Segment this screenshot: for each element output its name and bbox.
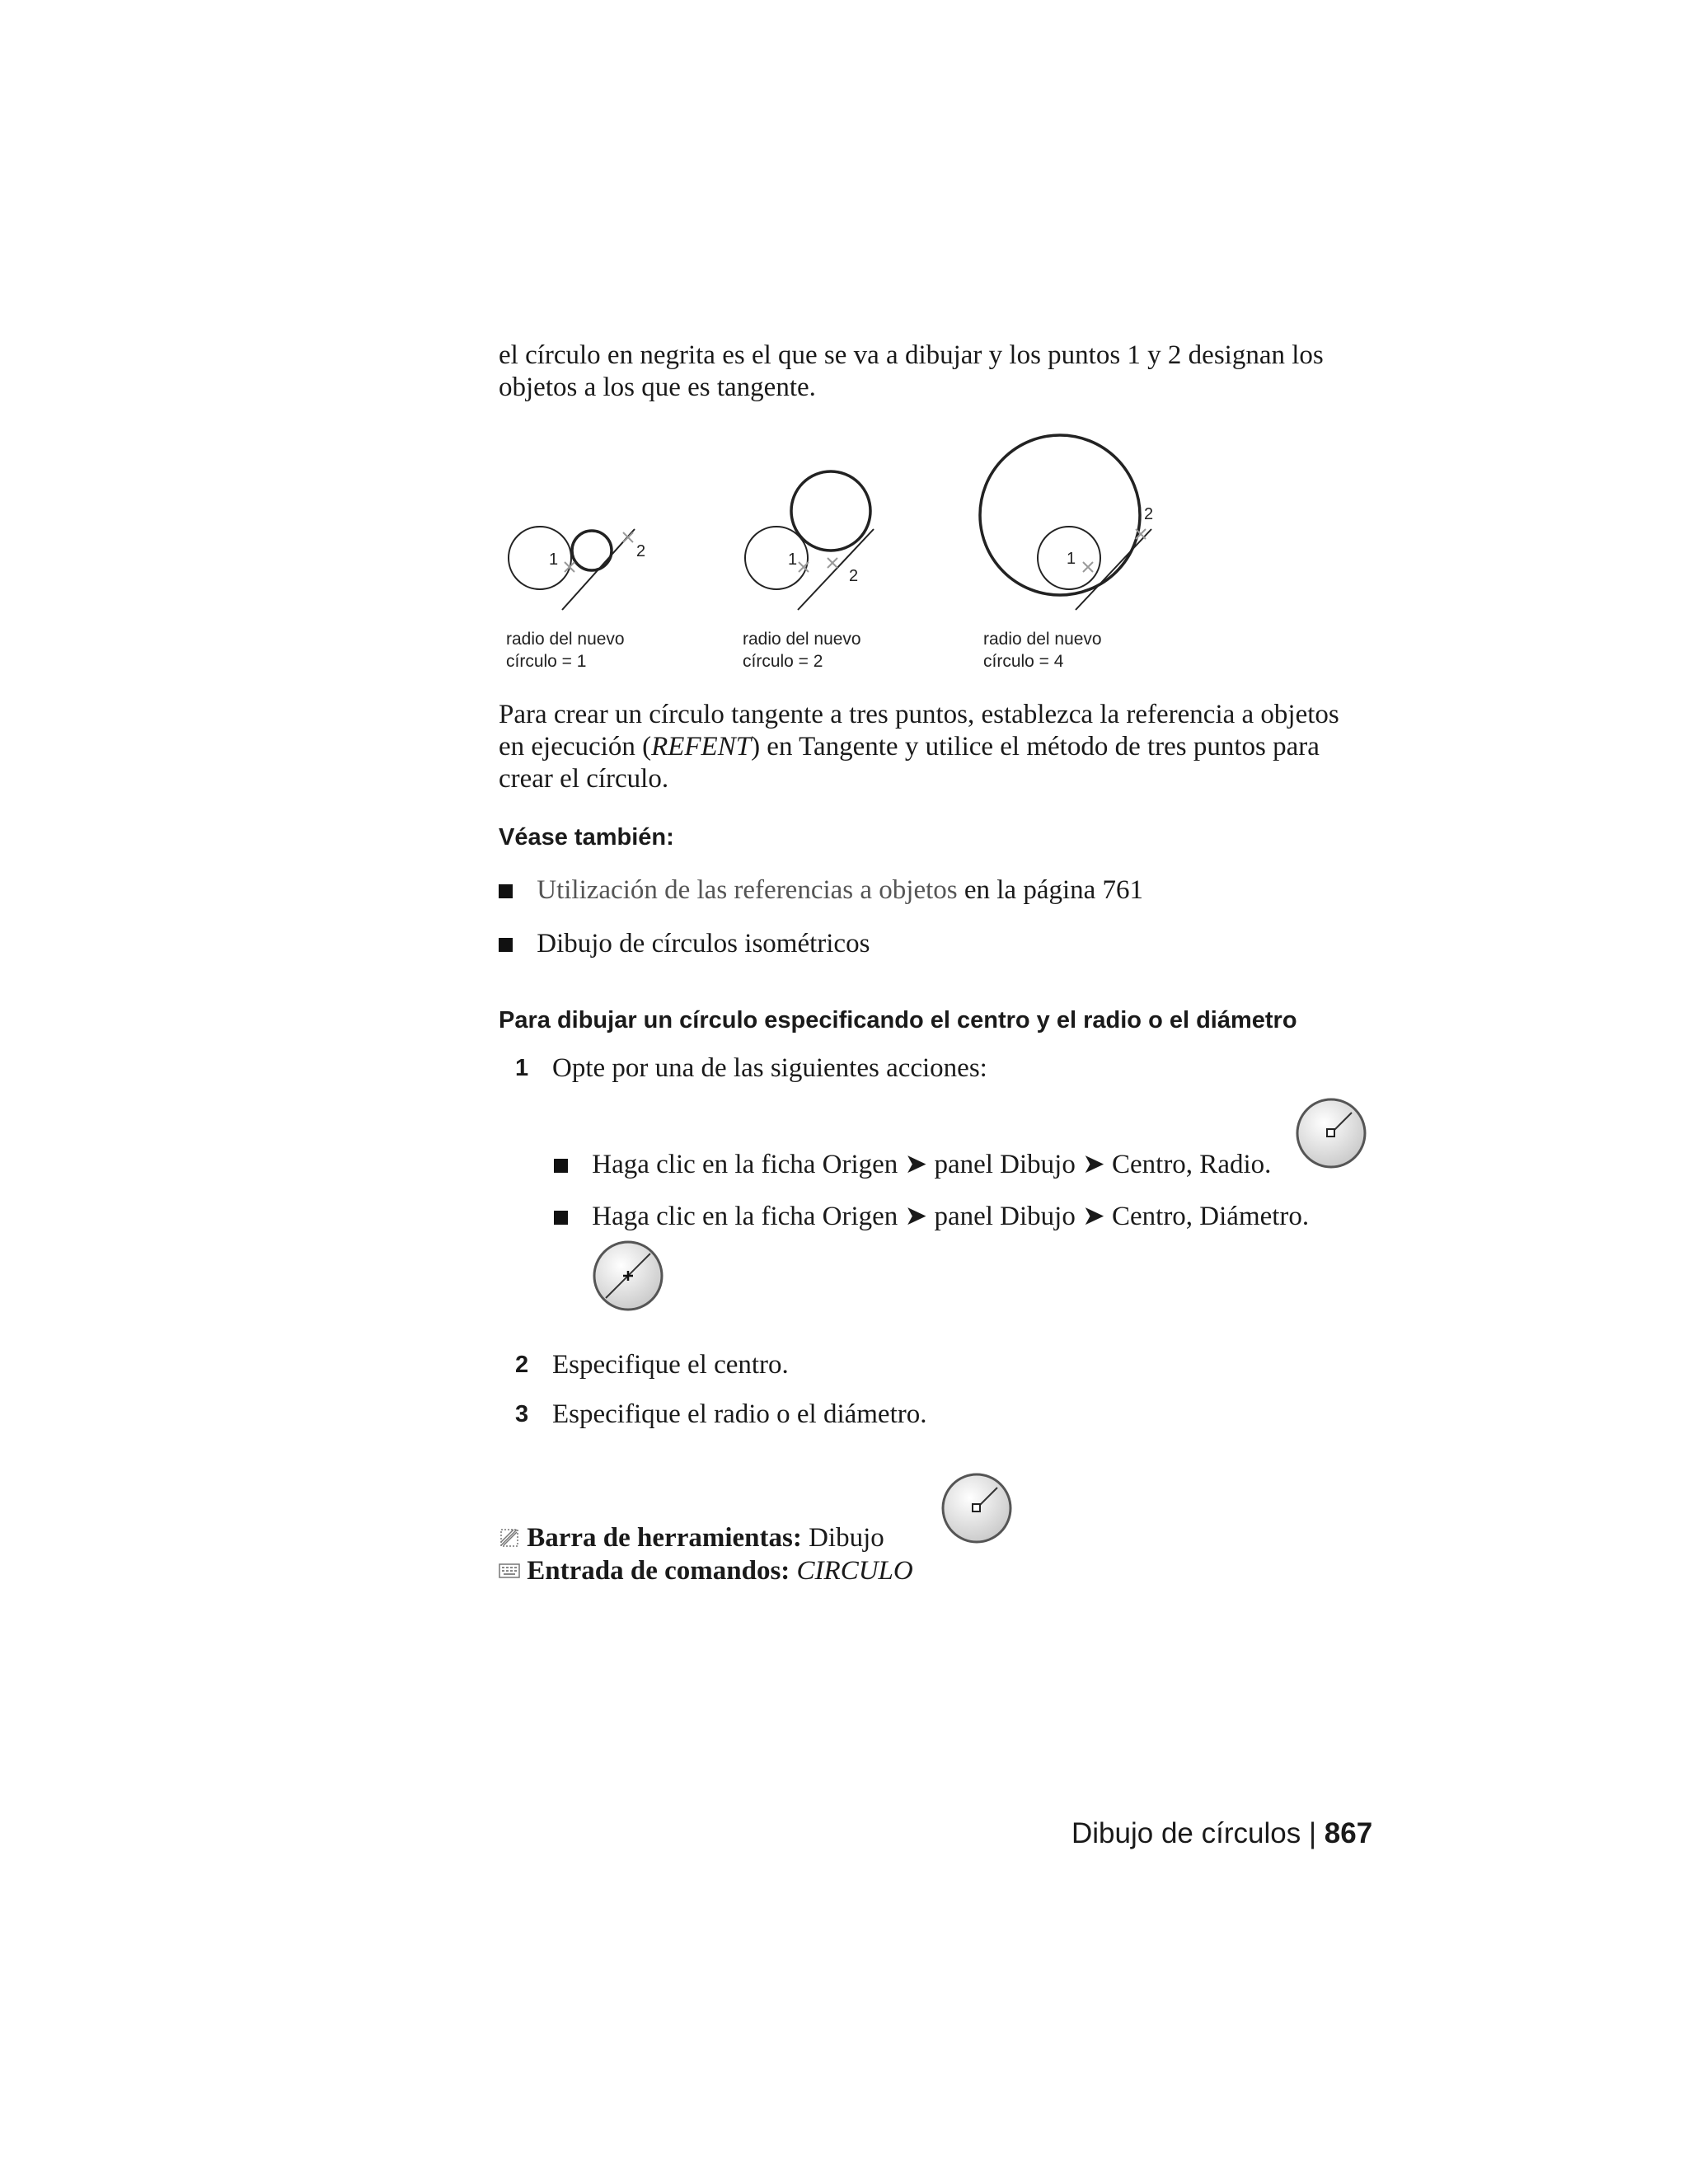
figure-caption-2 (743, 628, 861, 673)
caption-1-line-2: círculo = 1 (506, 652, 587, 671)
caption-2-line-2: círculo = 2 (743, 652, 823, 671)
command-reference (499, 1555, 913, 1587)
circle-center-radius-icon[interactable] (1294, 1096, 1368, 1170)
caption-2-line-1: radio del nuevo (743, 630, 861, 649)
substep-center-radius (554, 1149, 1271, 1181)
procedure-heading: Para dibujar un círculo especificando el centro y el radio o el diámetro (499, 1007, 1297, 1033)
toolbar-reference (499, 1522, 884, 1554)
command-label: Entrada de comandos: (527, 1556, 790, 1586)
caption-1-line-1: radio del nuevo (506, 630, 625, 649)
point-label-1c: 1 (1067, 550, 1076, 568)
intro-line-1: el círculo en negrita es el que se va a dibujar y los puntos 1 y 2 designan los (499, 340, 1324, 370)
caption-3-line-2: círculo = 4 (983, 652, 1064, 671)
page-number: 867 (1324, 1817, 1373, 1849)
existing-circle-2 (745, 527, 808, 589)
tangent-line-2-post: ) en Tangente y utilice el método de tres puntos para (751, 732, 1320, 762)
see-also-item-1-suffix: en la página 761 (957, 875, 1144, 905)
see-also-item-1 (499, 874, 1143, 907)
substep-text: Haga clic en la ficha Origen ➤ panel Dibujo ➤ Centro, Diámetro. (592, 1202, 1310, 1231)
tangent-line-text-2 (499, 731, 1389, 763)
tangent-line-2 (798, 529, 874, 610)
bullet-icon (554, 1159, 568, 1173)
new-circle-1 (572, 531, 612, 570)
toolbar-label: Barra de herramientas: (527, 1523, 802, 1553)
toolbar-value: Dibujo (809, 1523, 884, 1553)
keyboard-icon (499, 1563, 520, 1579)
tangent-markers (565, 529, 1146, 572)
page-footer (1071, 1817, 1373, 1850)
step-1 (515, 1053, 987, 1083)
step-number: 2 (515, 1352, 529, 1378)
bullet-icon (499, 938, 513, 952)
step-text: Especifique el centro. (552, 1350, 789, 1380)
figure-caption-1 (506, 628, 625, 673)
point-label-1a: 1 (549, 551, 559, 569)
tangent-line-3 (1076, 529, 1151, 610)
new-circle-2 (791, 471, 870, 551)
step-text: Especifique el radio o el diámetro. (552, 1399, 927, 1429)
see-also-item-2 (499, 928, 870, 960)
bullet-icon (499, 884, 513, 898)
bullet-icon (554, 1211, 568, 1225)
step-3 (515, 1399, 927, 1429)
command-value: CIRCULO (796, 1556, 913, 1586)
intro-line-2: objetos a los que es tangente. (499, 373, 816, 402)
existing-circle-1 (509, 527, 571, 589)
point-label-1b: 1 (788, 551, 798, 569)
step-2 (515, 1350, 789, 1380)
new-circle-3 (980, 435, 1140, 595)
tangent-paragraph (499, 699, 1389, 795)
tangent-line-text-3: crear el círculo. (499, 764, 669, 794)
step-text: Opte por una de las siguientes acciones: (552, 1053, 987, 1083)
substep-text: Haga clic en la ficha Origen ➤ panel Dibujo ➤ Centro, Radio. (592, 1150, 1272, 1179)
footer-section-title: Dibujo de círculos (1071, 1817, 1301, 1849)
caption-3-line-1: radio del nuevo (983, 630, 1102, 649)
intro-paragraph (499, 340, 1389, 404)
point-label-2a: 2 (636, 542, 646, 560)
see-also-item-2-text: Dibujo de círculos isométricos (537, 929, 870, 958)
see-also-link-osnap[interactable]: Utilización de las referencias a objetos (537, 875, 958, 905)
refent-term: REFENT (651, 732, 752, 762)
point-label-2c: 2 (1144, 505, 1154, 523)
circle-center-radius-icon[interactable] (940, 1471, 1014, 1545)
substep-center-diameter (554, 1201, 1309, 1233)
tangent-line-2-pre: en ejecución ( (499, 732, 652, 762)
step-number: 3 (515, 1401, 529, 1427)
figure-caption-3 (983, 628, 1102, 673)
see-also-heading: Véase también: (499, 824, 674, 851)
tangent-line-text-1: Para crear un círculo tangente a tres puntos, establezca la referencia a objetos (499, 700, 1339, 729)
circle-center-diameter-icon[interactable] (591, 1239, 665, 1313)
step-number: 1 (515, 1055, 529, 1081)
point-label-2b: 2 (849, 567, 859, 585)
footer-separator: | (1308, 1817, 1317, 1849)
toolbar-icon (499, 1527, 520, 1549)
